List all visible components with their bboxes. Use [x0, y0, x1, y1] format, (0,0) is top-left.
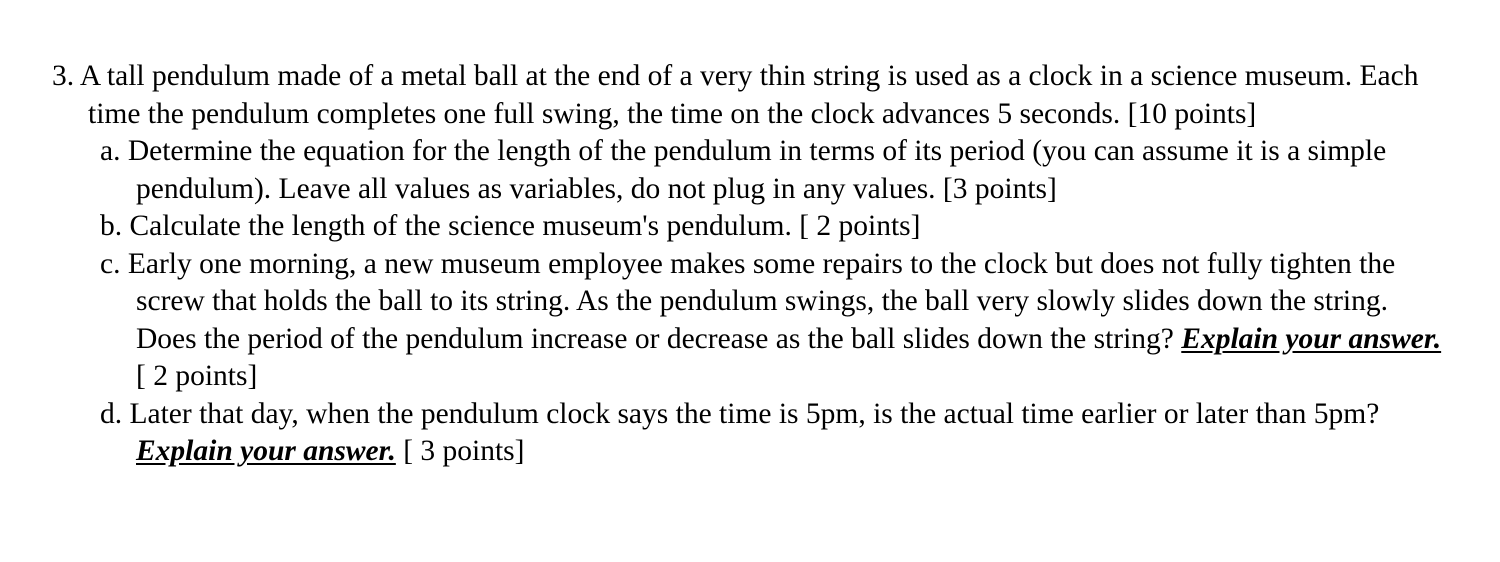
question-text: A tall pendulum made of a metal ball at the end of a very thin string is used as a clock in a science museum. Each time the pendulum completes one full swing, the time on the clock advances 5 seconds. [10 points] [79, 60, 1419, 130]
part-d-text: Later that day, when the pendulum clock says the time is 5pm, is the actual time earlier or later than 5pm? [129, 397, 1380, 430]
part-c-emphasis: Explain your answer. [1181, 322, 1442, 355]
part-d-emphasis: Explain your answer. [136, 435, 396, 467]
part-c-points: [ 2 points] [136, 360, 258, 392]
part-c-text: Early one morning, a new museum employee makes some repairs to the clock but does not fully tighten the screw that holds the ball to its string. As the pendulum swings, the ball very slowly slides down the string. Does the period of the pendulum increase or decrease as the ball slides down the string? [127, 247, 1396, 355]
part-b-letter: b. [100, 210, 123, 242]
question-number: 3. [52, 60, 75, 92]
part-b [52, 208, 1452, 246]
part-a-text: Determine the equation for the length of the pendulum in terms of its period (you can assume it is a simple pendulum). Leave all values as variables, do not plug in any values. [3 points] [127, 135, 1387, 205]
part-d-points: [ 3 points] [403, 435, 525, 467]
part-d [52, 396, 1452, 471]
part-d-letter: d. [100, 397, 123, 430]
part-c-letter: c. [100, 247, 121, 280]
question-3 [52, 58, 1452, 471]
question-stem [52, 58, 1452, 133]
part-a-letter: a. [100, 135, 121, 167]
part-a [52, 133, 1452, 208]
part-c [52, 246, 1452, 396]
part-b-text: Calculate the length of the science museum's pendulum. [ 2 points] [129, 210, 921, 242]
